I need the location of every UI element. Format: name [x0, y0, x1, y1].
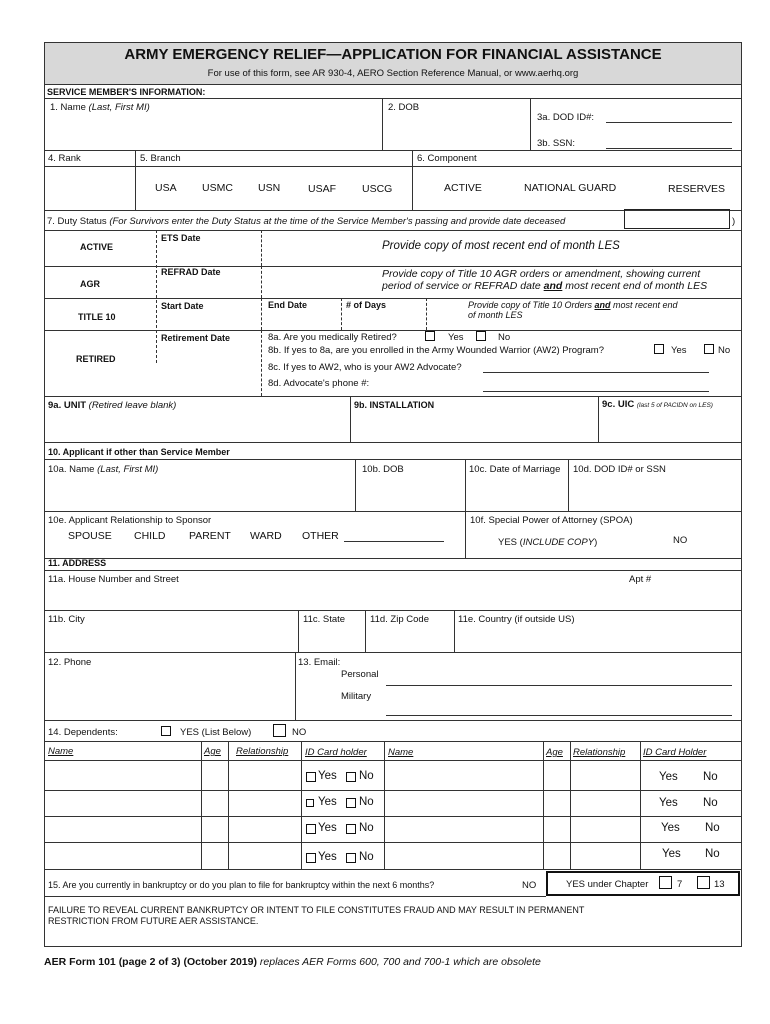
city-label: 11b. City — [48, 614, 85, 625]
dependents-no-label: NO — [292, 727, 307, 738]
dep-col-rel-right: Relationship — [573, 747, 626, 758]
applicant-heading: 10. Applicant if other than Service Member — [48, 447, 230, 457]
component-reserves[interactable]: RESERVES — [668, 183, 725, 195]
duty-active[interactable]: ACTIVE — [80, 242, 114, 252]
applicant-name-label: 10a. Name (Last, First MI) — [48, 464, 159, 475]
dep6-no[interactable]: No — [703, 797, 718, 809]
uic-label: 9c. UIC (last 5 of PACIDN on LES) — [602, 399, 713, 410]
end-date-label: End Date — [268, 300, 308, 310]
active-note: Provide copy of most recent end of month LES — [382, 240, 620, 252]
dob-label: 2. DOB — [388, 102, 420, 113]
branch-usmc[interactable]: USMC — [202, 182, 233, 194]
rank-label: 4. Rank — [48, 153, 81, 164]
dep1-no-checkbox[interactable] — [346, 772, 356, 782]
form-subtitle: For use of this form, see AR 930-4, AERO Section Reference Manual, or www.aerhq.org — [207, 68, 579, 79]
q8b-yes-checkbox[interactable] — [654, 344, 664, 354]
branch-usa[interactable]: USA — [155, 182, 177, 194]
rel-ward[interactable]: WARD — [250, 530, 282, 542]
applicant-dob-label: 10b. DOB — [362, 464, 404, 475]
q8a-label: 8a. Are you medically Retired? — [268, 332, 397, 343]
spoa-no[interactable]: NO — [673, 535, 688, 546]
dep2-yes-checkbox[interactable] — [306, 799, 314, 807]
dependents-label: 14. Dependents: — [48, 727, 118, 738]
bankruptcy-no[interactable]: NO — [522, 880, 537, 891]
installation-label: 9b. INSTALLATION — [354, 400, 435, 410]
component-active[interactable]: ACTIVE — [444, 182, 482, 194]
email-label: 13. Email: — [298, 657, 341, 668]
close-paren: ) — [732, 216, 736, 227]
rel-parent[interactable]: PARENT — [189, 530, 231, 542]
q8b-no-label: No — [718, 345, 731, 356]
dep1-no-label: No — [359, 770, 374, 782]
branch-usn[interactable]: USN — [258, 182, 281, 194]
ssn-label: 3b. SSN: — [537, 138, 576, 149]
q8d-label: 8d. Advocate's phone #: — [268, 378, 370, 389]
dep1-yes-label: Yes — [318, 770, 337, 782]
num-days-label: # of Days — [346, 300, 387, 310]
dod-id-label: 3a. DOD ID#: — [537, 112, 595, 123]
service-member-heading: SERVICE MEMBER'S INFORMATION: — [47, 87, 206, 97]
marriage-date-label: 10c. Date of Marriage — [469, 464, 561, 475]
t10-note-line1: Provide copy of Title 10 Orders and most recent end — [468, 300, 678, 310]
dep7-no[interactable]: No — [705, 822, 720, 834]
dep1-yes-checkbox[interactable] — [306, 772, 316, 782]
fraud-warning-line2: RESTRICTION FROM FUTURE AER ASSISTANCE. — [48, 916, 259, 926]
q8a-no-label: No — [498, 332, 511, 343]
personal-email-field[interactable] — [386, 685, 732, 686]
dep3-no-checkbox[interactable] — [346, 824, 356, 834]
q8c-label: 8c. If yes to AW2, who is your AW2 Advocate? — [268, 362, 462, 373]
chapter-7-checkbox[interactable] — [659, 876, 672, 889]
rel-child[interactable]: CHILD — [134, 530, 166, 542]
address-heading: 11. ADDRESS — [48, 558, 107, 568]
duty-status-label: 7. Duty Status (For Survivors enter the Duty Status at the time of the Service Member's passing and provide date deceased — [47, 216, 566, 227]
dependents-yes-checkbox[interactable] — [161, 726, 171, 736]
branch-label: 5. Branch — [140, 153, 181, 164]
q8a-yes-checkbox[interactable] — [425, 331, 435, 341]
branch-uscg[interactable]: USCG — [362, 183, 393, 195]
applicant-dod-label: 10d. DOD ID# or SSN — [573, 464, 666, 475]
chapter-7-label: 7 — [677, 879, 683, 890]
dep5-no[interactable]: No — [703, 771, 718, 783]
spoa-yes[interactable]: YES (INCLUDE COPY) — [498, 537, 598, 548]
street-label: 11a. House Number and Street — [48, 574, 179, 585]
country-label: 11e. Country (if outside US) — [458, 614, 575, 625]
form-footer: AER Form 101 (page 2 of 3) (October 2019) replaces AER Forms 600, 700 and 700-1 which are obsolete — [44, 956, 541, 968]
ssn-field[interactable] — [606, 148, 732, 149]
dep8-no[interactable]: No — [705, 848, 720, 860]
military-email-field[interactable] — [386, 715, 732, 716]
duty-title10[interactable]: TITLE 10 — [78, 312, 116, 322]
q8a-yes-label: Yes — [448, 332, 464, 343]
dep3-yes-checkbox[interactable] — [306, 824, 316, 834]
dep3-no-label: No — [359, 822, 374, 834]
dep2-no-label: No — [359, 796, 374, 808]
bankruptcy-yes-label: YES under Chapter — [566, 879, 649, 890]
dep-col-id-right: ID Card Holder — [643, 747, 707, 758]
agr-note-line1: Provide copy of Title 10 AGR orders or amendment, showing current — [382, 268, 701, 280]
dep-col-name-left: Name — [48, 746, 74, 757]
advocate-phone-field[interactable] — [483, 391, 709, 392]
dep4-no-checkbox[interactable] — [346, 853, 356, 863]
bankruptcy-question: 15. Are you currently in bankruptcy or do you plan to file for bankruptcy within the next 6 months? — [48, 880, 435, 890]
dep3-yes-label: Yes — [318, 822, 337, 834]
dep8-yes[interactable]: Yes — [662, 848, 681, 860]
agr-note-line2: period of service or REFRAD date and most recent end of month LES — [382, 280, 708, 292]
duty-agr[interactable]: AGR — [80, 279, 100, 289]
rel-other[interactable]: OTHER — [302, 530, 339, 542]
dep-col-name-right: Name — [388, 747, 414, 758]
chapter-13-label: 13 — [714, 879, 725, 890]
dep4-no-label: No — [359, 851, 374, 863]
branch-usaf[interactable]: USAF — [308, 183, 337, 195]
dep-col-age-left: Age — [204, 746, 221, 757]
form-title: ARMY EMERGENCY RELIEF—APPLICATION FOR FINANCIAL ASSISTANCE — [124, 46, 662, 63]
q8b-yes-label: Yes — [671, 345, 687, 356]
ets-date-label: ETS Date — [161, 233, 201, 243]
dep-col-rel-left: Relationship — [236, 746, 289, 757]
q8b-label: 8b. If yes to 8a, are you enrolled in the Army Wounded Warrior (AW2) Program? — [268, 345, 604, 356]
component-national-guard[interactable]: NATIONAL GUARD — [524, 182, 617, 194]
q8b-no-checkbox[interactable] — [704, 344, 714, 354]
relationship-label: 10e. Applicant Relationship to Sponsor — [48, 515, 212, 526]
apt-label: Apt # — [629, 574, 652, 585]
phone-label: 12. Phone — [48, 657, 92, 668]
zip-label: 11d. Zip Code — [370, 614, 429, 625]
date-deceased-field[interactable] — [624, 209, 730, 229]
spoa-label: 10f. Special Power of Attorney (SPOA) — [470, 515, 633, 526]
t10-note-line2: of month LES — [468, 310, 523, 320]
dependents-no-checkbox[interactable] — [273, 724, 286, 737]
dep5-yes[interactable]: Yes — [659, 771, 678, 783]
start-date-label: Start Date — [161, 301, 204, 311]
rel-other-field[interactable] — [344, 541, 444, 542]
dep4-yes-checkbox[interactable] — [306, 853, 316, 863]
q8a-no-checkbox[interactable] — [476, 331, 486, 341]
refrad-date-label: REFRAD Date — [161, 267, 221, 277]
personal-email-label: Personal — [341, 669, 379, 680]
name-label: 1. Name (Last, First MI) — [50, 102, 150, 113]
dep7-yes[interactable]: Yes — [661, 822, 680, 834]
dep4-yes-label: Yes — [318, 851, 337, 863]
dependents-yes-label: YES (List Below) — [180, 727, 252, 738]
dep6-yes[interactable]: Yes — [659, 797, 678, 809]
dep2-no-checkbox[interactable] — [346, 798, 356, 808]
dep-col-age-right: Age — [546, 747, 563, 758]
dep-col-id-left: ID Card holder — [305, 747, 367, 758]
aw2-advocate-field[interactable] — [483, 372, 709, 373]
component-label: 6. Component — [417, 153, 477, 164]
duty-retired[interactable]: RETIRED — [76, 354, 116, 364]
fraud-warning-line1: FAILURE TO REVEAL CURRENT BANKRUPTCY OR INTENT TO FILE CONSTITUTES FRAUD AND MAY RESULT IN PERMANENT — [48, 905, 585, 915]
chapter-13-checkbox[interactable] — [697, 876, 710, 889]
unit-label: 9a. UNIT (Retired leave blank) — [48, 400, 177, 411]
dod-id-field[interactable] — [606, 122, 732, 123]
dep2-yes-label: Yes — [318, 796, 337, 808]
military-email-label: Military — [341, 691, 372, 702]
rel-spouse[interactable]: SPOUSE — [68, 530, 112, 542]
state-label: 11c. State — [303, 614, 346, 625]
retirement-date-label: Retirement Date — [161, 333, 231, 343]
